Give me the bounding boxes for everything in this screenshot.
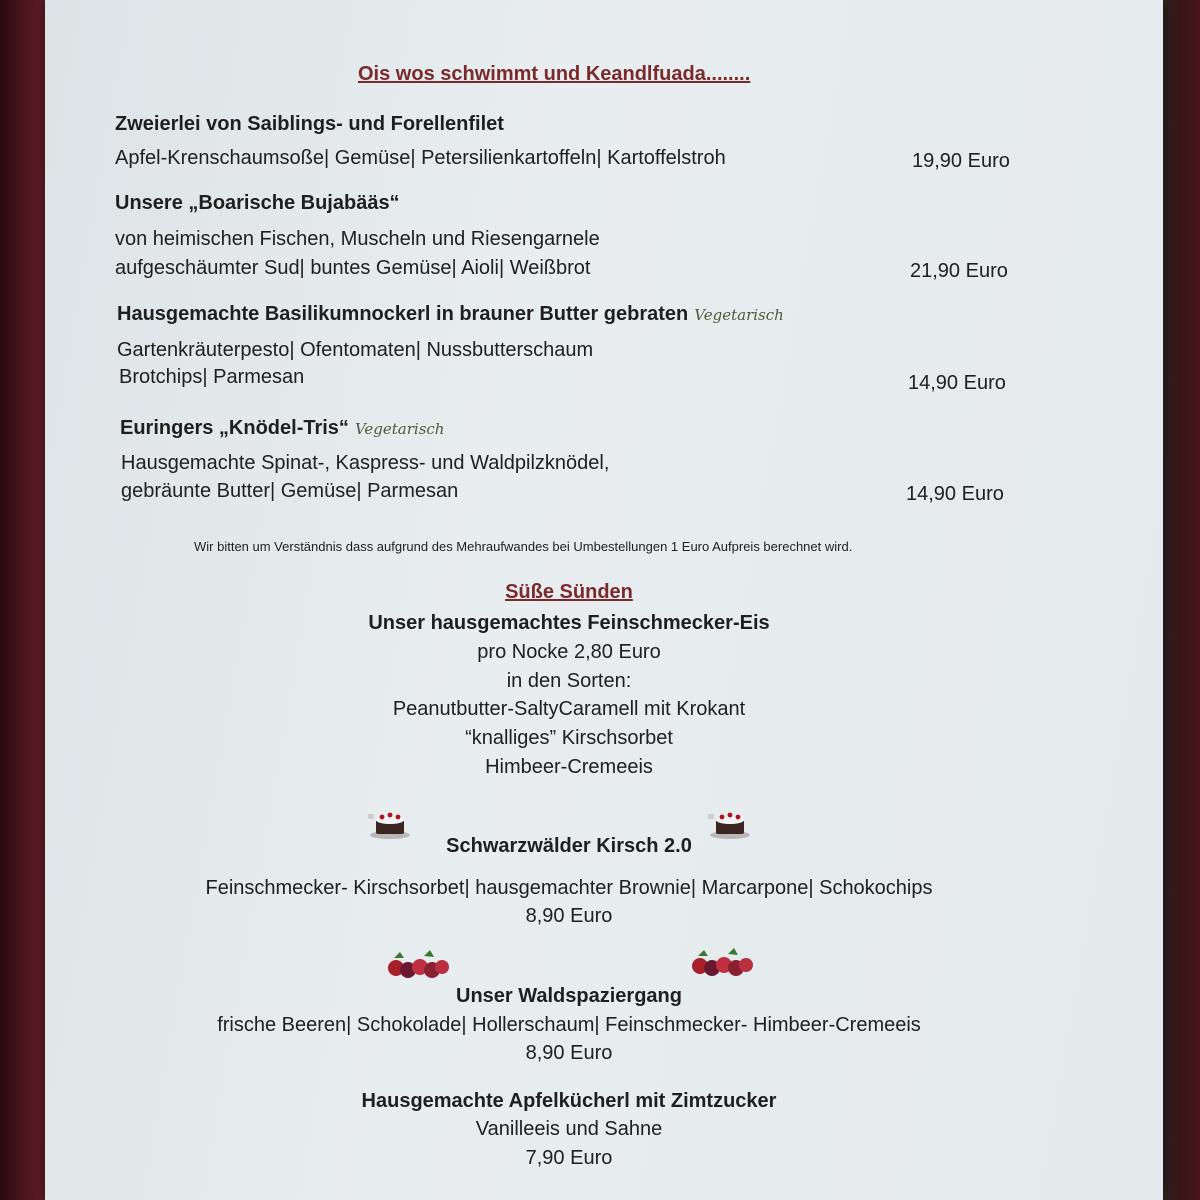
dish-desc: Brotchips| Parmesan [119,366,305,388]
dessert-name: Schwarzwälder Kirsch 2.0 [446,835,692,857]
vegetarian-label: Vegetarisch [694,306,784,324]
dish-price: 14,90 Euro [906,483,1004,505]
menu-page [45,0,1163,1200]
dish-price: 19,90 Euro [912,150,1010,172]
surcharge-note: Wir bitten um Verständnis dass aufgrund des Mehraufwandes bei Umbestellungen 1 Euro Aufpreis berechnet wird. [194,539,853,554]
berries-icon [386,948,450,980]
dish-name: Zweierlei von Saiblings- und Forellenfilet [115,113,504,135]
dessert-desc: Himbeer-Cremeeis [485,756,653,778]
dish-name: Unsere „Boarische Bujabääs“ [115,192,400,214]
dessert-desc: Feinschmecker- Kirschsorbet| hausgemachter Brownie| Marcarpone| Schokochips [205,877,933,899]
dessert-price: 8,90 Euro [525,1042,613,1064]
dessert-desc: in den Sorten: [506,670,632,692]
dessert-name: Unser hausgemachtes Feinschmecker-Eis [368,612,770,634]
dish-desc: gebräunte Butter| Gemüse| Parmesan [121,480,459,502]
dish-name-text: Euringers „Knödel-Tris“ [120,417,349,439]
berries-icon [690,946,754,978]
menu-cover-right [1160,0,1200,1200]
dish-desc: Hausgemachte Spinat-, Kaspress- und Waldpilzknödel, [121,452,610,474]
dessert-price: 7,90 Euro [525,1147,613,1169]
dish-name [117,303,784,326]
section-title-fish: Ois wos schwimmt und Keandlfuada........ [358,63,751,85]
dish-desc: aufgeschäumter Sud| buntes Gemüse| Aioli| Weißbrot [115,257,591,279]
dessert-desc: Vanilleeis und Sahne [475,1118,663,1140]
dessert-price: 8,90 Euro [525,905,613,927]
dish-desc: von heimischen Fischen, Muscheln und Riesengarnele [115,228,600,250]
dessert-name: Unser Waldspaziergang [456,985,682,1007]
vegetarian-label: Vegetarisch [354,420,445,438]
dessert-desc: Peanutbutter-SaltyCaramell mit Krokant [392,698,746,720]
dish-desc: Apfel-Krenschaumsoße| Gemüse| Petersilienkartoffeln| Kartoffelstroh [115,147,726,169]
dessert-desc: “knalliges” Kirschsorbet [465,727,673,749]
dish-name [120,417,444,440]
dish-price: 21,90 Euro [910,260,1008,282]
dish-price: 14,90 Euro [908,372,1006,394]
dessert-desc: frische Beeren| Schokolade| Hollerschaum| Feinschmecker- Himbeer-Cremeeis [217,1014,921,1036]
dish-name-text: Hausgemachte Basilikumnockerl in brauner Butter gebraten [117,303,689,325]
dessert-desc: pro Nocke 2,80 Euro [477,641,661,663]
dish-desc: Gartenkräuterpesto| Ofentomaten| Nussbutterschaum [117,339,594,361]
dessert-name: Hausgemachte Apfelkücherl mit Zimtzucker [361,1090,777,1112]
section-title-dessert: Süße Sünden [505,581,633,603]
